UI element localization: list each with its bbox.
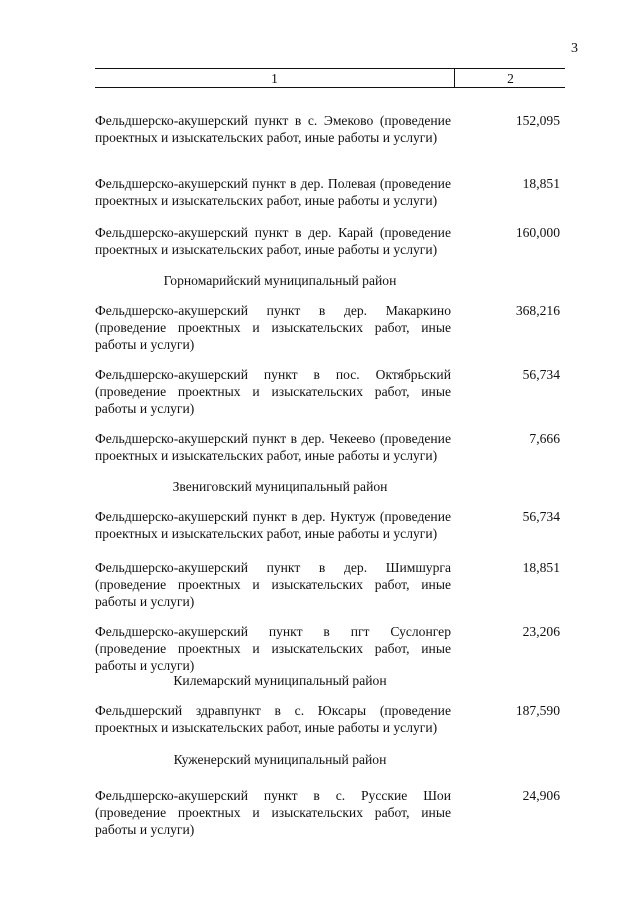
district-heading: Куженерский муниципальный район — [173, 752, 387, 767]
column-header-1: 1 — [271, 71, 278, 86]
item-description: Фельдшерско-акушерский пункт в дер. Карай (проведение проектных и изыскательских работ, иные работы и услуги) — [95, 225, 451, 257]
list-item — [95, 430, 565, 464]
page-number: 3 — [571, 41, 578, 56]
item-description: Фельдшерско-акушерский пункт в пгт Суслонгер (проведение проектных и изыскательских работ, иные работы и услуги) — [95, 624, 451, 673]
item-description: Фельдшерско-акушерский пункт в с. Русские Шои (проведение проектных и изыскательских работ, иные работы и услуги) — [95, 788, 451, 837]
item-amount: 56,734 — [522, 509, 560, 524]
item-description: Фельдшерско-акушерский пункт в дер. Макаркино (проведение проектных и изыскательских работ, иные работы и услуги) — [95, 303, 451, 352]
list-item — [95, 302, 565, 353]
item-amount: 23,206 — [522, 624, 560, 639]
district-heading: Горномарийский муниципальный район — [163, 273, 397, 288]
column-header-2: 2 — [507, 71, 514, 86]
list-item — [95, 175, 565, 209]
list-item — [95, 623, 565, 674]
item-description: Фельдшерский здравпункт в с. Юксары (проведение проектных и изыскательских работ, иные работы и услуги) — [95, 703, 451, 735]
item-amount: 56,734 — [522, 367, 560, 382]
item-amount: 187,590 — [515, 703, 560, 718]
district-heading: Звениговский муниципальный район — [172, 479, 388, 494]
item-amount: 7,666 — [529, 431, 560, 446]
item-description: Фельдшерско-акушерский пункт в пос. Октябрьский (проведение проектных и изыскательских работ, иные работы и услуги) — [95, 367, 451, 416]
item-description: Фельдшерско-акушерский пункт в с. Эмеково (проведение проектных и изыскательских работ, иные работы и услуги) — [95, 113, 451, 145]
list-item — [95, 559, 565, 610]
item-description: Фельдшерско-акушерский пункт в дер. Нуктуж (проведение проектных и изыскательских работ, иные работы и услуги) — [95, 509, 451, 541]
item-description: Фельдшерско-акушерский пункт в дер. Шимшурга (проведение проектных и изыскательских работ, иные работы и услуги) — [95, 560, 451, 609]
item-amount: 368,216 — [515, 303, 560, 318]
district-heading: Килемарский муниципальный район — [173, 673, 387, 688]
list-item — [95, 112, 565, 146]
item-amount: 18,851 — [522, 560, 560, 575]
list-item — [95, 366, 565, 417]
item-amount: 18,851 — [522, 176, 560, 191]
item-description: Фельдшерско-акушерский пункт в дер. Полевая (проведение проектных и изыскательских работ, иные работы и услуги) — [95, 176, 451, 208]
table-header — [95, 68, 565, 88]
list-item — [95, 508, 565, 542]
list-item — [95, 702, 565, 736]
column-divider — [454, 69, 455, 87]
list-item — [95, 224, 565, 258]
item-amount: 152,095 — [515, 113, 560, 128]
item-description: Фельдшерско-акушерский пункт в дер. Чекеево (проведение проектных и изыскательских работ, иные работы и услуги) — [95, 431, 451, 463]
list-item — [95, 787, 565, 838]
item-amount: 160,000 — [515, 225, 560, 240]
item-amount: 24,906 — [522, 788, 560, 803]
